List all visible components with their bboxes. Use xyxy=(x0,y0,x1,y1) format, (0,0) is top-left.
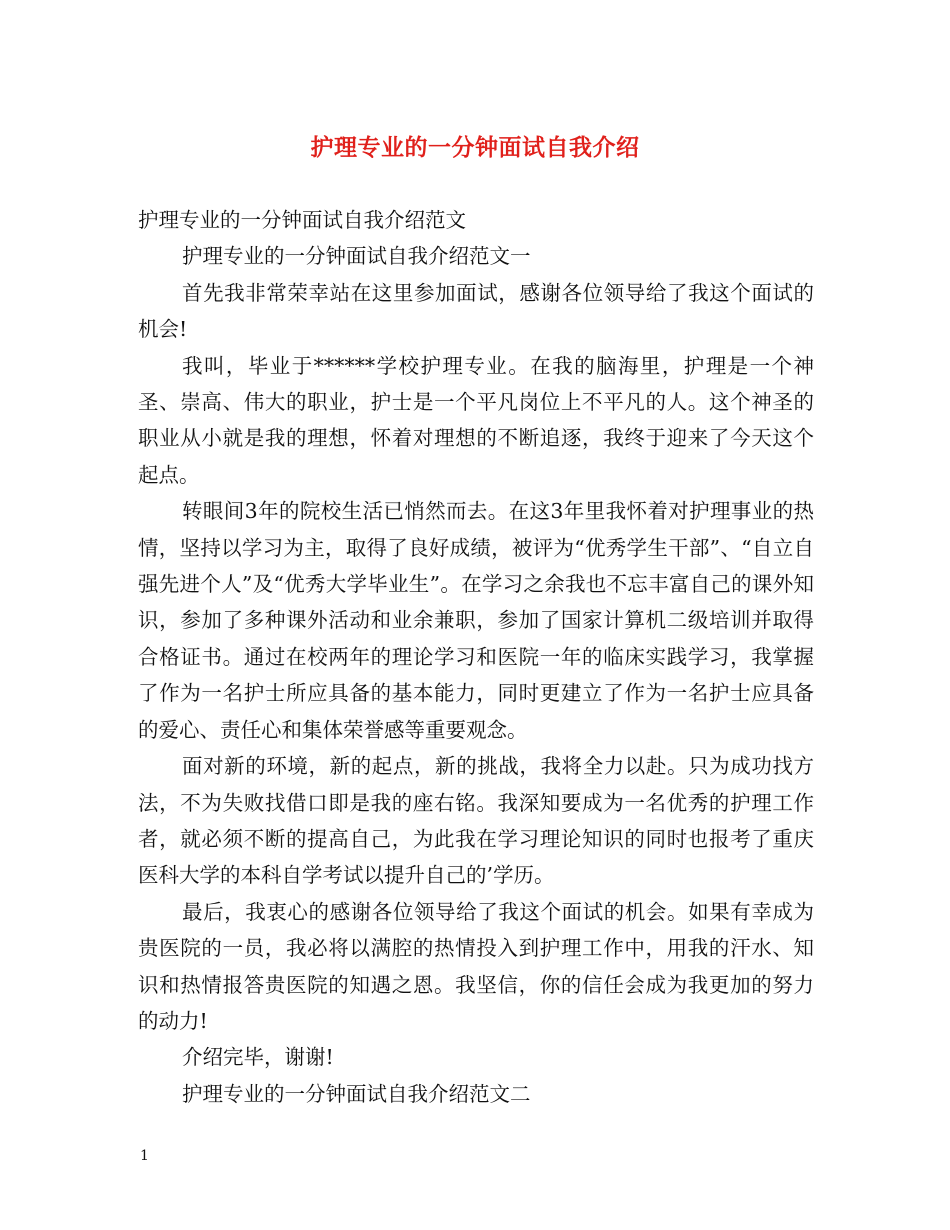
body-paragraph: 最后，我衷心的感谢各位领导给了我这个面试的机会。如果有幸成为贵医院的一员，我必将以满腔的热情投入到护理工作中，用我的汗水、知识和热情报答贵医院的知遇之恩。我坚信，你的信任会成为我更加的努力的动力! xyxy=(138,899,814,1033)
body-paragraph: 护理专业的一分钟面试自我介绍范文一 xyxy=(182,244,531,269)
body-paragraph: 护理专业的一分钟面试自我介绍范文二 xyxy=(182,1081,531,1106)
page-number: 1 xyxy=(140,1148,149,1164)
body-paragraph: 首先我非常荣幸站在这里参加面试，感谢各位领导给了我这个面试的机会! xyxy=(138,280,814,342)
document-title: 护理专业的一分钟面试自我介绍 xyxy=(310,134,640,161)
document-body xyxy=(138,202,814,1112)
body-paragraph: 转眼间3年的院校生活已悄然而去。在这3年里我怀着对护理事业的热情，坚持以学习为主，取得了良好成绩，被评为“优秀学生干部”、“自立自强先进个人”及“优秀大学毕业生”。在学习之余我也不忘丰富自己的课外知识，参加了多种课外活动和业余兼职，参加了国家计算机二级培训并取得合格证书。通过在校两年的理论学习和医院一年的临床实践学习，我掌握了作为一名护士所应具备的基本能力，同时更建立了作为一名护士应具备的爱心、责任心和集体荣誉感等重要观念。 xyxy=(138,499,814,742)
body-paragraph: 我叫，毕业于******学校护理专业。在我的脑海里，护理是一个神圣、崇高、伟大的职业，护士是一个平凡岗位上不平凡的人。这个神圣的职业从小就是我的理想，怀着对理想的不断追逐，我终于迎来了今天这个起点。 xyxy=(138,353,814,487)
body-paragraph: 面对新的环境，新的起点，新的挑战，我将全力以赴。只为成功找方法，不为失败找借口即是我的座右铭。我深知要成为一名优秀的护理工作者，就必须不断的提高自己，为此我在学习理论知识的同时也报考了重庆医科大学的本科自学考试以提升自己的’学历。 xyxy=(138,754,814,888)
body-paragraph: 护理专业的一分钟面试自我介绍范文 xyxy=(138,208,466,232)
body-paragraph: 介绍完毕，谢谢! xyxy=(182,1045,334,1070)
